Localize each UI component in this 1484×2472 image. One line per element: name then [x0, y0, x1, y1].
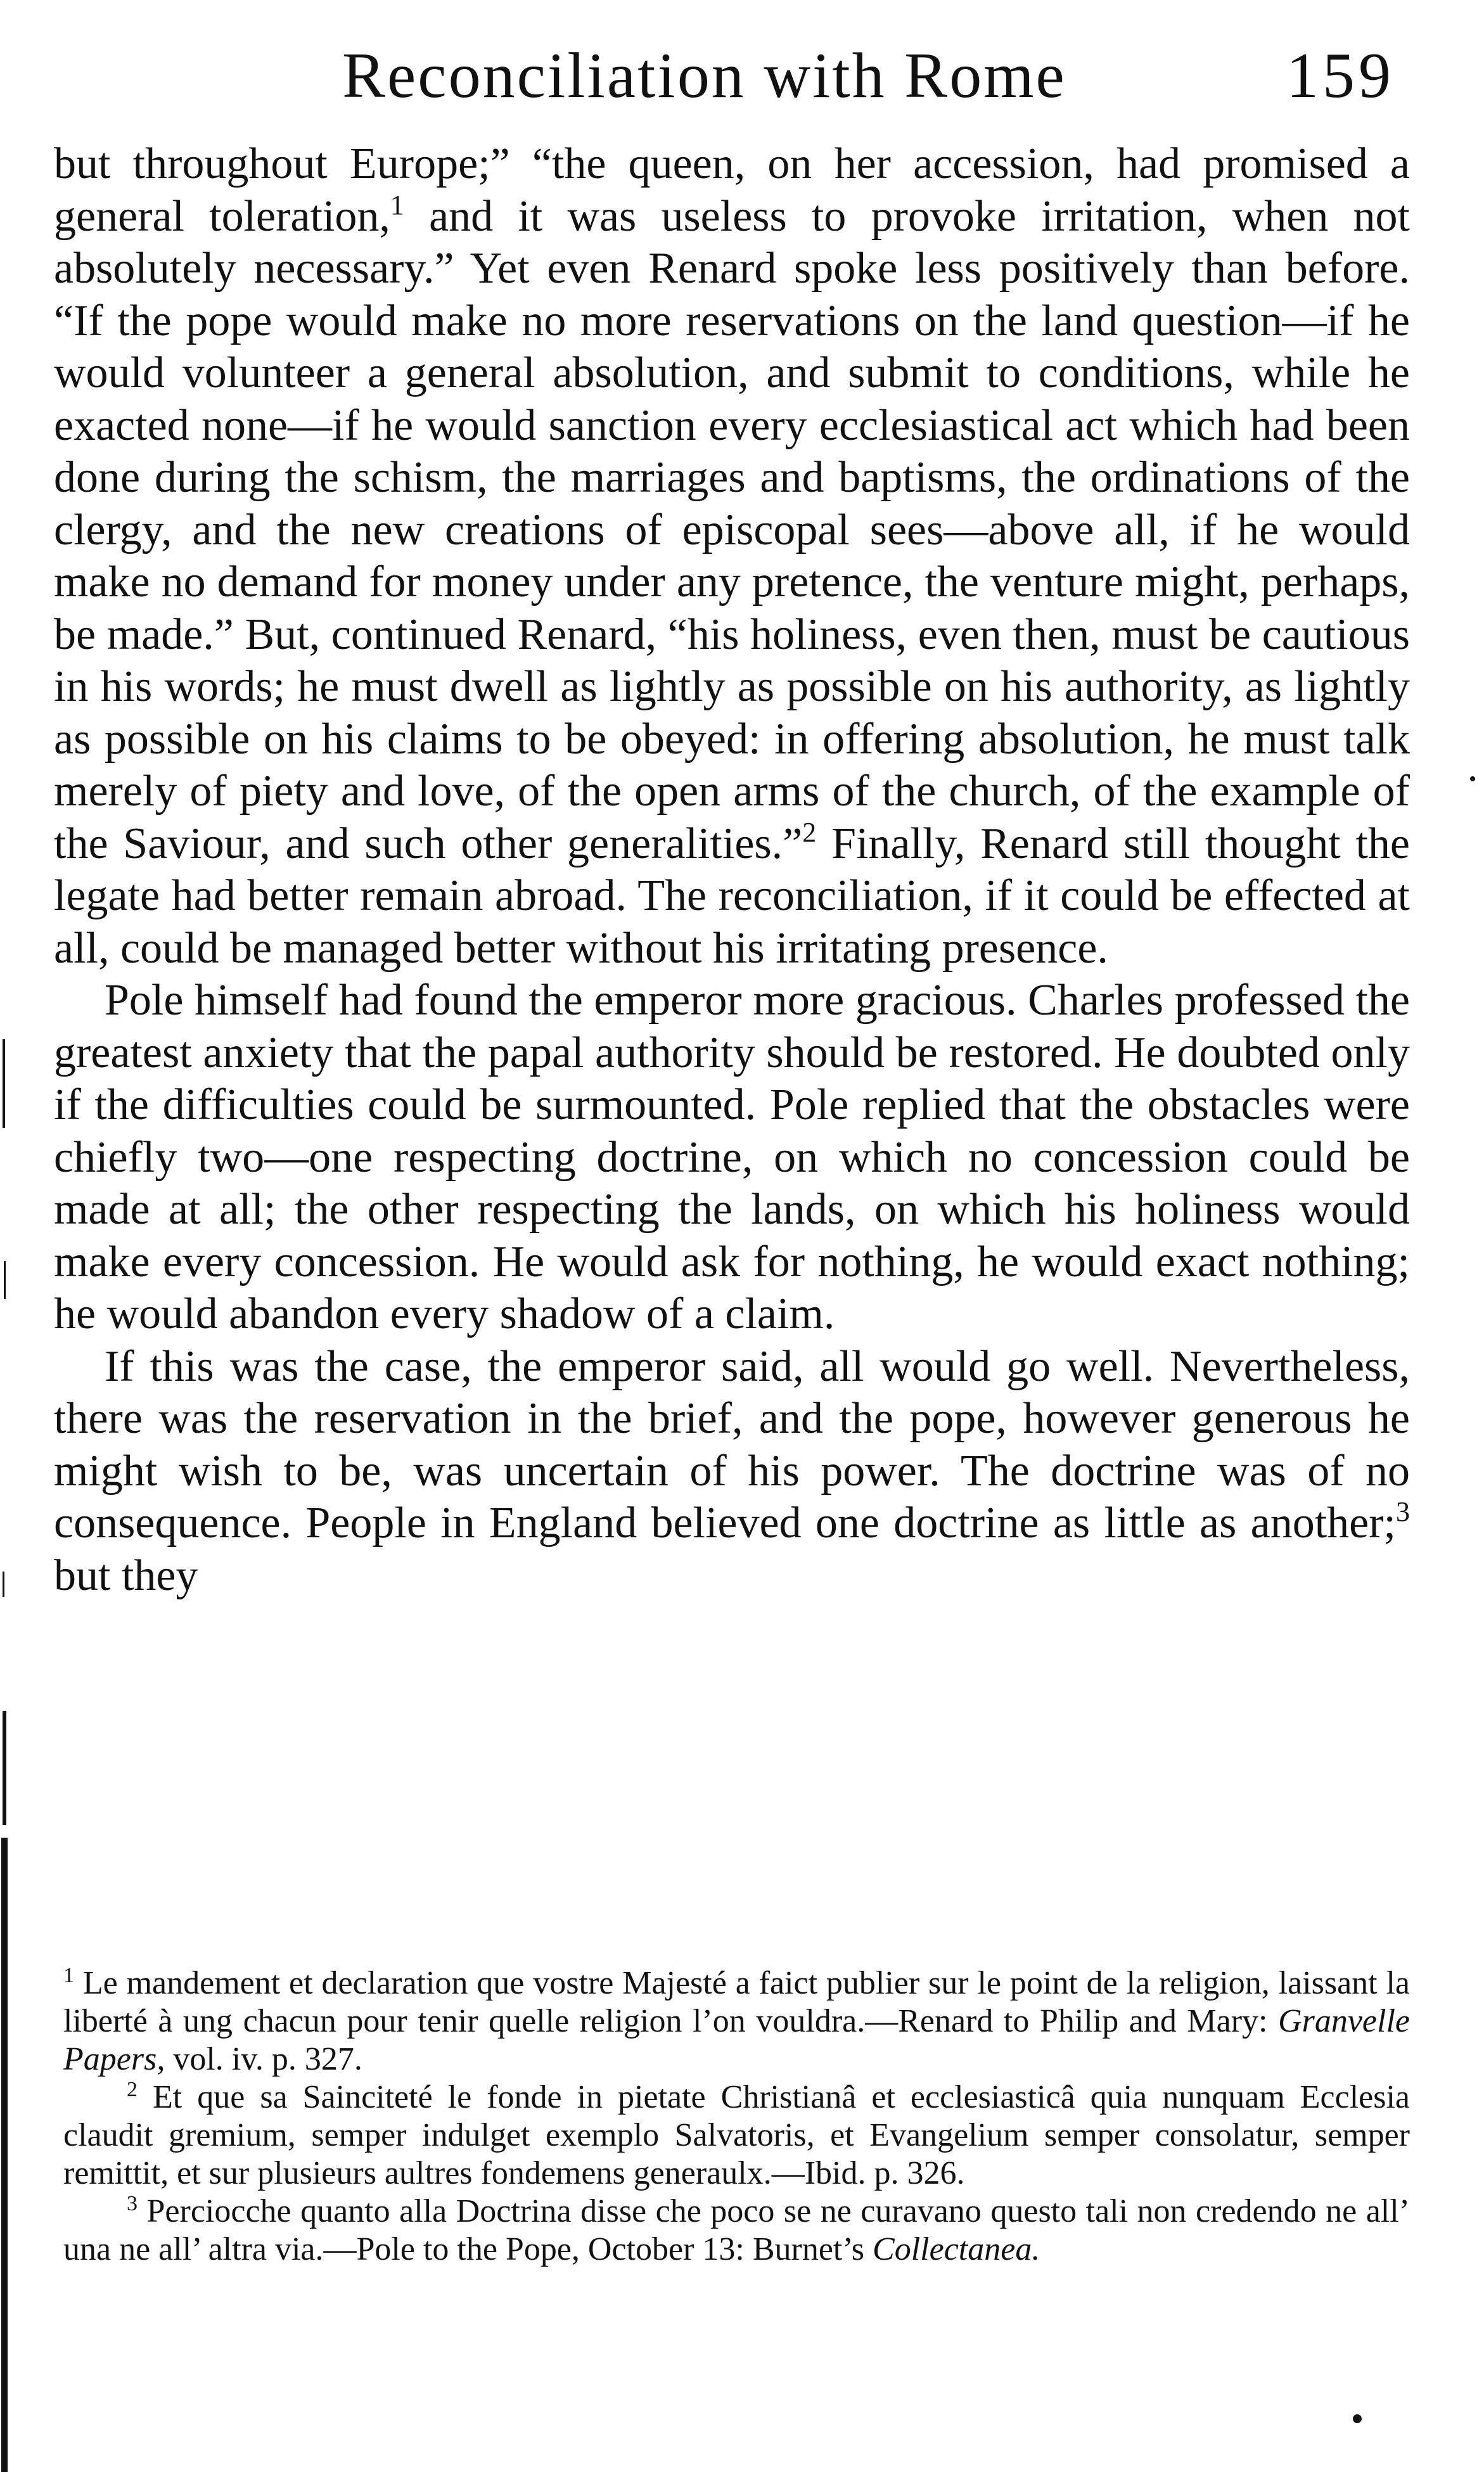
footnote-text: Et que sa Sainciteté le fonde in pietate Christianâ et ecclesiasticâ quia nunquam Ecclesia claudit gremium, semper indulget exemplo Salvatoris, et Evangelium semper consolatur, semper remittit, et sur plusieurs aultres fondemens generaulx.—Ibid. p. 326. — [63, 2079, 1410, 2191]
scan-edge-mark — [1, 1838, 8, 2472]
paragraph-text: but throughout Europe;” “the queen, on her accession, had promised a general toleration, — [54, 139, 1410, 241]
footnote-text: vol. iv. p. 327. — [165, 2041, 362, 2077]
running-title: Reconciliation with Rome — [342, 40, 1066, 112]
scan-speck — [1470, 776, 1475, 781]
footnote — [63, 2078, 1410, 2193]
footnotes — [63, 1964, 1410, 2269]
paragraph-text: If this was the case, the emperor said, all would go well. Nevertheless, there was the reservation in the brief, and the pope, however generous he might wish to be, was uncertain of his power. The doctrine was of no consequence. People in England believed one doctrine as little as another; — [54, 1342, 1410, 1547]
paragraph-text: and it was useless to provoke irritation, when not absolutely necessary.” Yet even Renard spoke less positively than before. “If the pope would make no more reservations on the land question—if he would volunteer a general absolution, and submit to conditions, while he exacted none—if he would sanction every ecclesiastical act which had been done during the schism, the marriages and baptisms, the ordinations of the clergy, and the new creations of episcopal sees—above all, if he would make no demand for money under any pretence, the venture might, perhaps, be made.” But, continued Renard, “his holiness, even then, must be cautious in his words; he must dwell as lightly as possible on his authority, as lightly as possible on his claims to be obeyed: in offering absolution, he must talk merely of piety and love, of the open arms of the church, of the example of the Saviour, and such other generalities.” — [54, 191, 1410, 868]
footnote-reference: 2 — [802, 816, 817, 848]
footnote-marker: 1 — [63, 1964, 74, 1987]
scan-edge-mark — [3, 1572, 4, 1597]
footnote-citation: Collectanea. — [873, 2231, 1040, 2267]
paragraph — [54, 1341, 1410, 1603]
scan-edge-mark — [3, 1711, 6, 1825]
footnote-reference: 1 — [390, 189, 404, 221]
footnote-text: Perciocche quanto alla Doctrina disse che poco se ne curavano questo tali non credendo ne all’ una ne all’ altra via.—Pole to the Pope, October 13: Burnet’s — [63, 2193, 1410, 2267]
scan-edge-mark — [3, 1039, 5, 1128]
footnote — [63, 1964, 1410, 2078]
scan-edge-mark — [4, 1261, 6, 1299]
running-head — [0, 25, 1484, 120]
paragraph-text: but they — [54, 1551, 198, 1600]
paragraph — [54, 138, 1410, 975]
footnote-reference: 3 — [1396, 1496, 1410, 1527]
body-text — [54, 138, 1410, 1602]
footnote-marker: 2 — [127, 2078, 138, 2101]
paragraph-text: Finally, Renard still thought the legate had better remain abroad. The reconciliation, if it could be effected at all, could be managed better without his irritating presence. — [54, 819, 1410, 973]
page-number: 159 — [1286, 40, 1395, 112]
footnote-citation: Granvelle Papers, — [63, 2003, 1410, 2077]
paragraph — [54, 975, 1410, 1341]
footnote-text: Le mandement et declaration que vostre Majesté a faict publier sur le point de la religion, laissant la liberté à ung chacun pour tenir quelle religion l’on vouldra.—Renard to Philip and Mary: — [63, 1965, 1410, 2039]
footnote — [63, 2193, 1410, 2269]
paragraph-text: Pole himself had found the emperor more gracious. Charles professed the greatest anxiety that the papal authority should be restored. He doubted only if the difficulties could be surmounted. Pole replied that the obstacles were chiefly two—one respecting doctrine, on which no concession could be made at all; the other respecting the lands, on which his holiness would make every concession. He would ask for nothing, he would exact nothing; he would abandon every shadow of a claim. — [54, 976, 1410, 1338]
footnote-marker: 3 — [127, 2192, 138, 2215]
scan-speck — [1353, 2414, 1362, 2423]
